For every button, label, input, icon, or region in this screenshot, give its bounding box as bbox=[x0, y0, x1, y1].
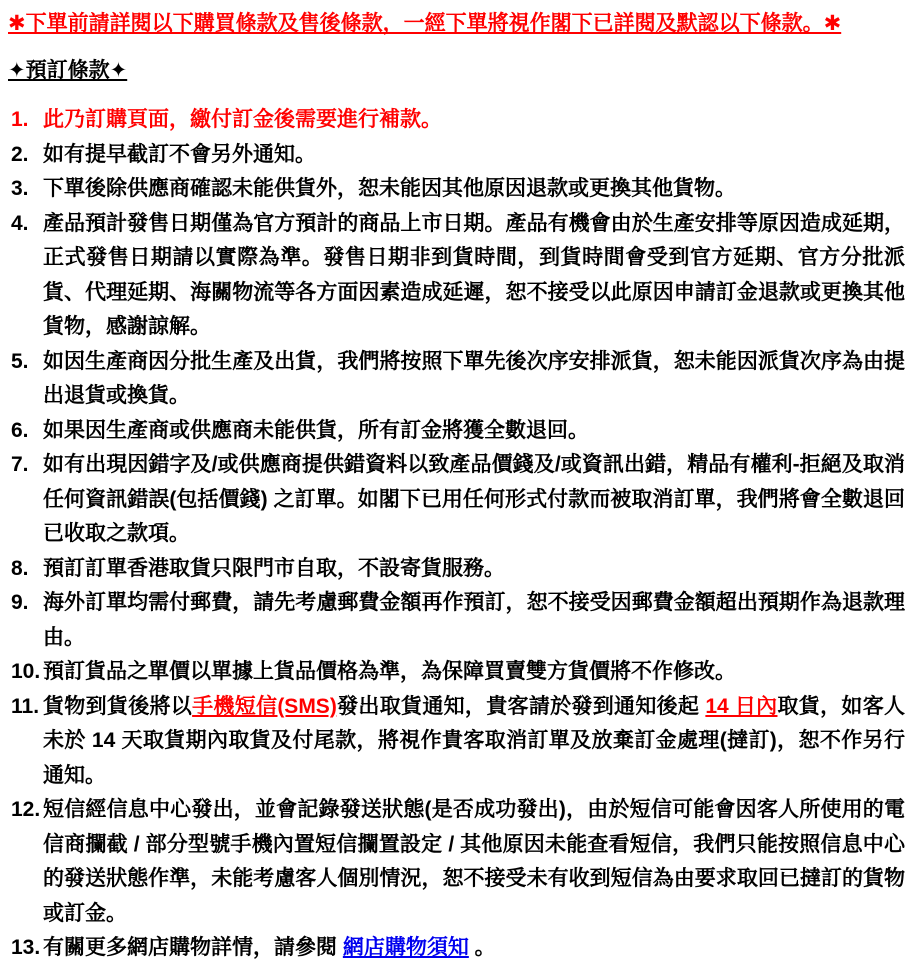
header-notice: ✱下單前請詳閱以下購買條款及售後條款，一經下單將視作閣下已詳閱及默認以下條款。✱ bbox=[8, 12, 842, 35]
term-number: 1. bbox=[11, 108, 29, 131]
text-segment: 如有提早截訂不會另外通知。 bbox=[43, 142, 316, 166]
term-item-2 bbox=[8, 138, 905, 173]
highlighted-text: 手機短信(SMS) bbox=[192, 694, 337, 718]
text-segment: 取貨，如客人未於 14 天取貨期內取貨及付尾款，將視作貴客取消訂單及放棄訂金處理(撻訂)，恕不作另行通知。 bbox=[43, 694, 905, 787]
text-segment: 此乃訂購頁面，繳付訂金後需要進行補款。 bbox=[43, 108, 442, 131]
text-segment: 有關更多網店購物詳情，請參閱 bbox=[43, 936, 343, 959]
term-number: 8. bbox=[11, 556, 29, 580]
text-segment: 如因生產商因分批生產及出貨，我們將按照下單先後次序安排派貨，恕未能因派貨次序為由提出退貨或換貨。 bbox=[43, 349, 905, 407]
term-item-1 bbox=[8, 103, 905, 138]
text-segment: 預訂貨品之單價以單據上貨品價格為準，為保障買賣雙方貨價將不作修改。 bbox=[43, 660, 736, 683]
text-segment: 。 bbox=[468, 936, 496, 959]
text-segment: 產品預計發售日期僅為官方預計的商品上市日期。產品有機會由於生產安排等原因造成延期，正式發售日期請以實際為準。發售日期非到貨時間，到貨時間會受到官方延期、官方分批派貨、代理延期、海關物流等各方面因素造成延遲，恕不接受以此原因申請訂金退款或更換其他貨物，感謝諒解。 bbox=[43, 211, 905, 338]
term-item-11 bbox=[8, 690, 905, 794]
term-number: 9. bbox=[11, 591, 29, 614]
text-segment: 預訂訂單香港取貨只限門市自取，不設寄貨服務。 bbox=[43, 556, 505, 580]
text-segment: 下單後除供應商確認未能供貨外，恕未能因其他原因退款或更換其他貨物。 bbox=[43, 177, 736, 200]
term-text bbox=[43, 453, 905, 545]
shop-guide-link[interactable]: 網店購物須知 bbox=[342, 936, 469, 959]
terms-list bbox=[8, 103, 905, 966]
text-segment: 發出取貨通知，貴客請於發到通知後起 bbox=[336, 694, 706, 718]
term-text bbox=[43, 177, 736, 200]
term-number: 6. bbox=[11, 418, 29, 442]
term-number: 3. bbox=[11, 177, 29, 200]
term-text bbox=[43, 212, 905, 339]
term-item-8 bbox=[8, 552, 905, 587]
term-item-12 bbox=[8, 793, 905, 931]
term-text bbox=[43, 350, 905, 408]
term-number: 7. bbox=[11, 453, 29, 476]
term-item-5 bbox=[8, 345, 905, 414]
term-number: 10. bbox=[11, 660, 41, 683]
term-text bbox=[43, 143, 316, 166]
term-text bbox=[43, 798, 905, 925]
highlighted-text: 14 日內 bbox=[705, 694, 778, 718]
term-number: 12. bbox=[11, 798, 41, 821]
term-item-6 bbox=[8, 414, 905, 449]
section-title: ✦預訂條款✦ bbox=[8, 59, 128, 82]
term-item-4 bbox=[8, 207, 905, 345]
text-segment: 短信經信息中心發出，並會記錄發送狀態(是否成功發出)，由於短信可能會因客人所使用的電信商攔截 / 部分型號手機內置短信攔置設定 / 其他原因未能查看短信，我們只能按照信息中心的發送狀態作準，未能考慮客人個別情況，恕不接受未有收到短信為由要求取回已撻訂的貨物或訂金。 bbox=[43, 798, 905, 925]
term-number: 2. bbox=[11, 142, 29, 166]
text-segment: 如有出現因錯字及/或供應商提供錯資料以致產品價錢及/或資訊出錯，精品有權利-拒絕及取消任何資訊錯誤(包括價錢) 之訂單。如閣下已用任何形式付款而被取消訂單，我們將會全數退回已收取之款項。 bbox=[43, 453, 905, 545]
term-text bbox=[43, 108, 442, 131]
term-item-10 bbox=[8, 655, 905, 690]
term-item-7 bbox=[8, 448, 905, 552]
term-item-3 bbox=[8, 172, 905, 207]
term-text bbox=[43, 591, 905, 649]
term-number: 11. bbox=[11, 694, 40, 718]
term-number: 5. bbox=[11, 349, 29, 373]
term-number: 13. bbox=[11, 936, 41, 959]
term-text bbox=[43, 557, 505, 580]
term-text bbox=[43, 660, 736, 683]
term-text bbox=[43, 695, 905, 787]
term-number: 4. bbox=[11, 211, 29, 235]
text-segment: 如果因生產商或供應商未能供貨，所有訂金將獲全數退回。 bbox=[43, 418, 589, 442]
term-item-13 bbox=[8, 931, 905, 966]
text-segment: 貨物到貨後將以 bbox=[43, 694, 193, 718]
text-segment: 海外訂單均需付郵費，請先考慮郵費金額再作預訂，恕不接受因郵費金額超出預期作為退款理由。 bbox=[43, 591, 905, 649]
term-item-9 bbox=[8, 586, 905, 655]
term-text bbox=[43, 419, 589, 442]
